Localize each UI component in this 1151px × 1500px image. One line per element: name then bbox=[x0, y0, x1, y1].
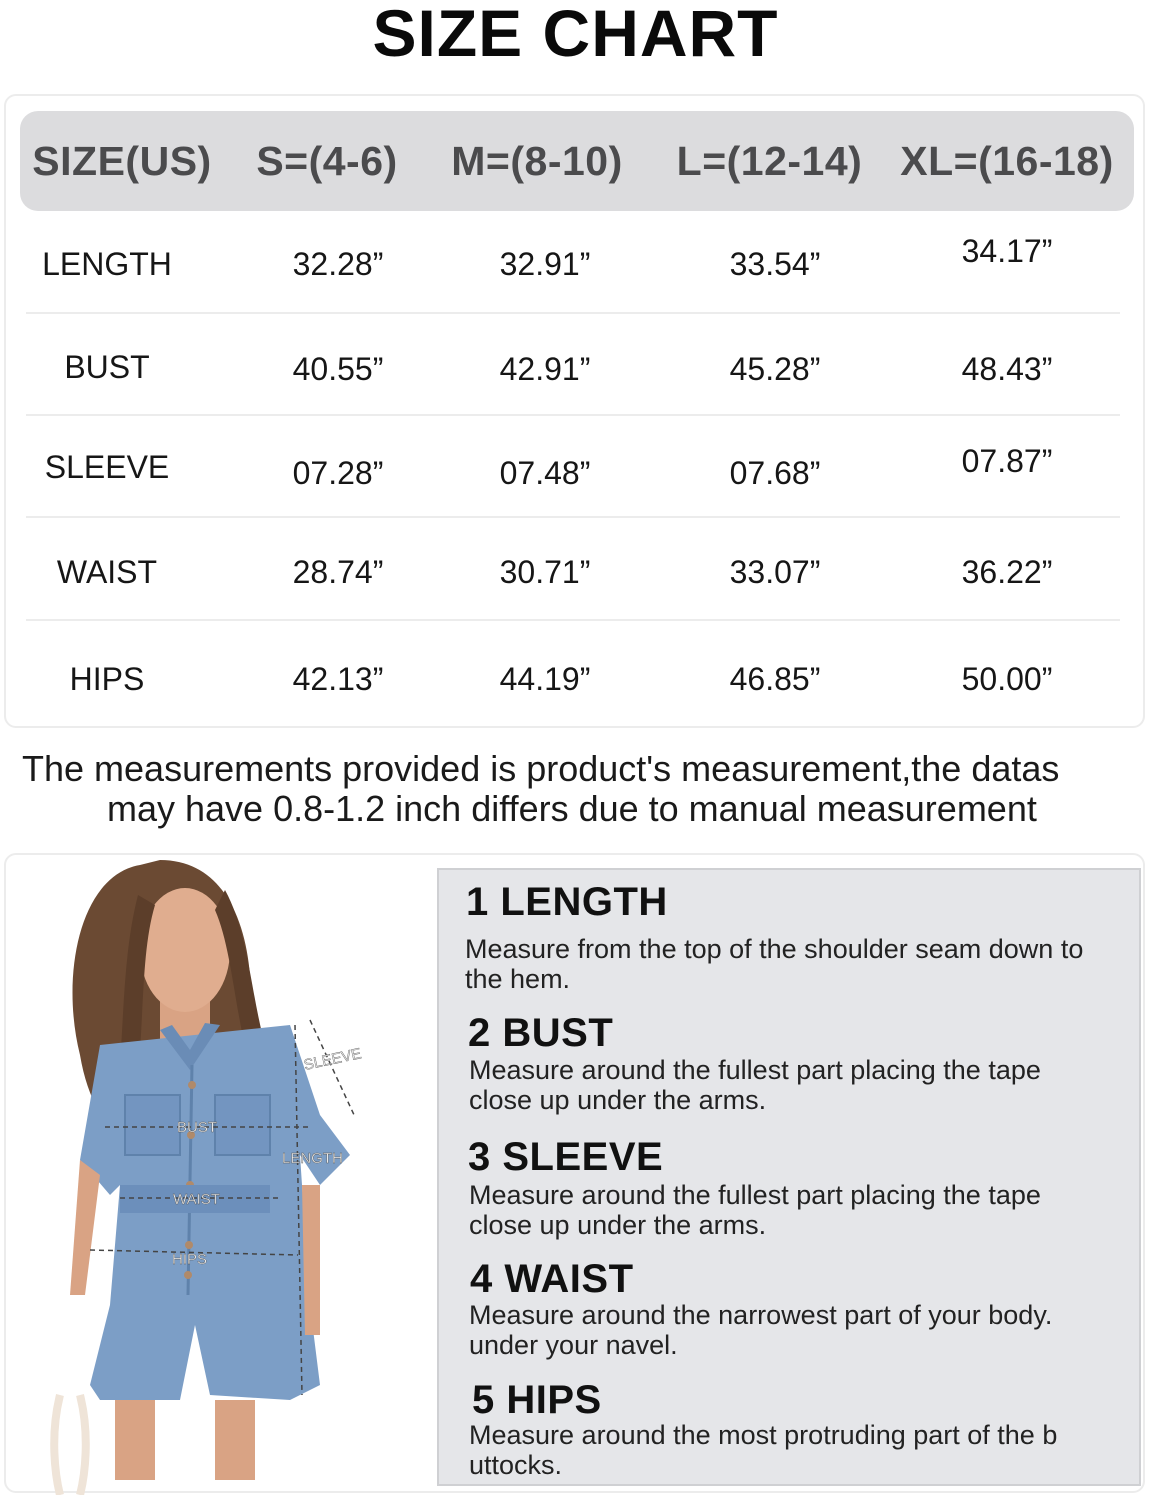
table-cell: 32.28” bbox=[292, 246, 384, 282]
row-label-sleeve: SLEEVE bbox=[44, 449, 170, 485]
table-cell: 07.87” bbox=[961, 443, 1053, 479]
row-label-bust: BUST bbox=[64, 349, 150, 385]
guide-heading-hips: 5 HIPS bbox=[472, 1378, 602, 1422]
model-figure bbox=[20, 855, 420, 1495]
table-cell: 36.22” bbox=[961, 554, 1053, 590]
row-divider bbox=[26, 414, 1120, 416]
waist-label: WAIST bbox=[173, 1191, 220, 1208]
chest-pocket bbox=[125, 1095, 180, 1155]
button bbox=[184, 1271, 192, 1279]
table-cell: 33.07” bbox=[729, 554, 821, 590]
arm bbox=[302, 1185, 320, 1335]
header-size-xl: XL=(16-18) bbox=[900, 138, 1114, 184]
table-cell: 48.43” bbox=[961, 351, 1053, 387]
header-size-m: M=(8-10) bbox=[451, 138, 623, 184]
note-line-2: may have 0.8-1.2 inch differs due to manual measurement bbox=[107, 788, 1037, 829]
bust-label: BUST bbox=[177, 1119, 218, 1136]
chest-pocket bbox=[215, 1095, 270, 1155]
leg bbox=[115, 1400, 155, 1480]
table-cell: 46.85” bbox=[729, 661, 821, 697]
header-size-us: SIZE(US) bbox=[32, 138, 212, 184]
row-label-length: LENGTH bbox=[42, 246, 172, 282]
table-cell: 50.00” bbox=[961, 661, 1053, 697]
row-divider bbox=[26, 312, 1120, 314]
table-cell: 32.91” bbox=[499, 246, 591, 282]
guide-desc-hips: Measure around the most protruding part of the b uttocks. bbox=[469, 1420, 1058, 1480]
row-label-waist: WAIST bbox=[56, 554, 158, 590]
header-size-s: S=(4-6) bbox=[256, 138, 398, 184]
table-cell: 07.28” bbox=[292, 455, 384, 491]
button bbox=[188, 1081, 196, 1089]
guide-desc-bust: Measure around the fullest part placing the tape close up under the arms. bbox=[469, 1055, 1041, 1115]
header-size-l: L=(12-14) bbox=[676, 138, 863, 184]
guide-heading-waist: 4 WAIST bbox=[470, 1257, 634, 1301]
bag-handle bbox=[54, 1395, 86, 1495]
sleeve-label: SLEEVE bbox=[302, 1045, 363, 1074]
hips-label: HIPS bbox=[172, 1251, 208, 1268]
guide-desc-sleeve: Measure around the fullest part placing the tape close up under the arms. bbox=[469, 1180, 1041, 1240]
guide-heading-sleeve: 3 SLEEVE bbox=[468, 1135, 664, 1179]
length-label: LENGTH bbox=[282, 1150, 343, 1167]
table-cell: 34.17” bbox=[961, 233, 1053, 269]
page-title: SIZE CHART bbox=[372, 0, 779, 70]
table-cell: 33.54” bbox=[729, 246, 821, 282]
table-cell: 30.71” bbox=[499, 554, 591, 590]
guide-heading-bust: 2 BUST bbox=[468, 1011, 614, 1055]
table-cell: 40.55” bbox=[292, 351, 384, 387]
guide-desc-length: Measure from the top of the shoulder seam down to the hem. bbox=[465, 934, 1084, 994]
table-cell: 45.28” bbox=[729, 351, 821, 387]
leg bbox=[215, 1400, 255, 1480]
table-cell: 07.68” bbox=[729, 455, 821, 491]
button bbox=[185, 1241, 193, 1249]
table-cell: 44.19” bbox=[499, 661, 591, 697]
table-cell: 07.48” bbox=[499, 455, 591, 491]
arm bbox=[70, 1160, 100, 1295]
guide-desc-waist: Measure around the narrowest part of your body. under your navel. bbox=[469, 1300, 1053, 1360]
table-cell: 42.13” bbox=[292, 661, 384, 697]
row-divider bbox=[26, 619, 1120, 621]
guide-heading-length: 1 LENGTH bbox=[466, 880, 668, 924]
row-divider bbox=[26, 516, 1120, 518]
note-line-1: The measurements provided is product's measurement,the datas bbox=[22, 748, 1060, 789]
table-cell: 42.91” bbox=[499, 351, 591, 387]
table-cell: 28.74” bbox=[292, 554, 384, 590]
row-label-hips: HIPS bbox=[69, 661, 145, 697]
